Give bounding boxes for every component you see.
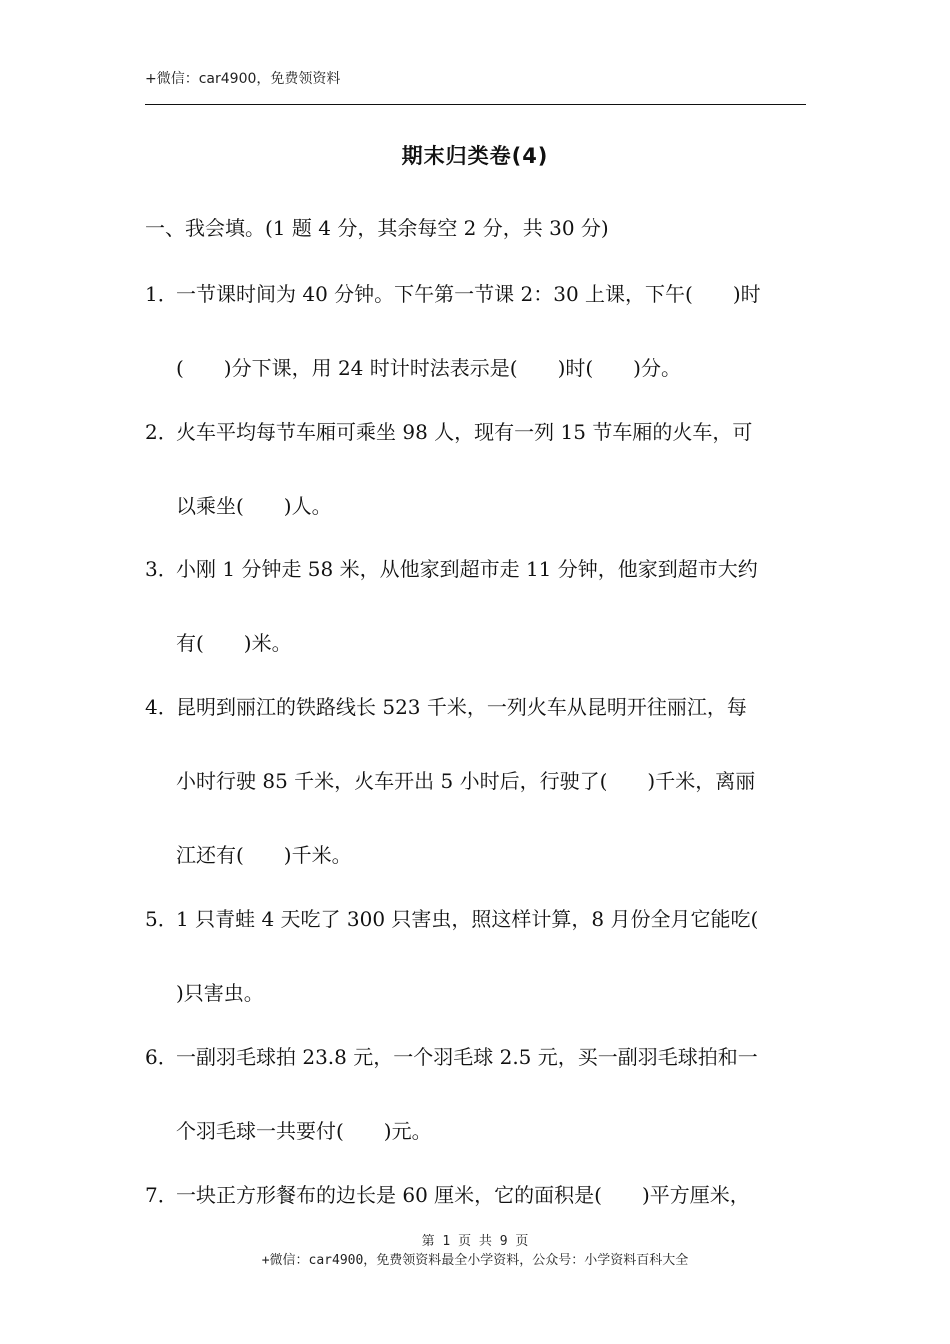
question-line: 一块正方形餐布的边长是 60 厘米，它的面积是( )平方厘米， — [176, 1183, 750, 1207]
question-line: 以乘坐( )人。 — [176, 494, 332, 518]
header-text: +微信：car4900，免费领资料 — [145, 71, 341, 87]
question-line: 火车平均每节车厢可乘坐 98 人，现有一列 15 节车厢的火车，可 — [176, 420, 753, 444]
question-number: 6． — [145, 1045, 178, 1069]
question-line: 有( )米。 — [176, 631, 292, 655]
question-line: 个羽毛球一共要付( )元。 — [176, 1119, 432, 1143]
question-line: ( )分下课，用 24 时计时法表示是( )时( )分。 — [176, 356, 681, 380]
section-heading: 一、我会填。(1 题 4 分，其余每空 2 分，共 30 分) — [145, 216, 609, 240]
question-line: 一节课时间为 40 分钟。下午第一节课 2：30 上课，下午( )时 — [176, 282, 761, 306]
question-line: 昆明到丽江的铁路线长 523 千米，一列火车从昆明开往丽江，每 — [176, 695, 747, 719]
question-line: 一副羽毛球拍 23.8 元，一个羽毛球 2.5 元，买一副羽毛球拍和一 — [176, 1045, 758, 1069]
question-number: 2． — [145, 420, 178, 444]
question-line: 小时行驶 85 千米，火车开出 5 小时后，行驶了( )千米，离丽 — [176, 769, 756, 793]
header-divider — [145, 104, 806, 105]
question-number: 7． — [145, 1183, 178, 1207]
question-number: 3． — [145, 557, 178, 581]
question-line: 江还有( )千米。 — [176, 843, 352, 867]
page-title: 期末归类卷(4) — [401, 144, 549, 168]
question-number: 1． — [145, 282, 178, 306]
question-line: 小刚 1 分钟走 58 米，从他家到超市走 11 分钟，他家到超市大约 — [176, 557, 758, 581]
footer-text: +微信：car4900，免费领资料最全小学资料，公众号：小学资料百科大全 — [261, 1253, 689, 1268]
question-line: )只害虫。 — [176, 981, 264, 1005]
question-line: 1 只青蛙 4 天吃了 300 只害虫，照这样计算，8 月份全月它能吃( — [176, 907, 759, 931]
question-number: 4． — [145, 695, 178, 719]
question-number: 5． — [145, 907, 178, 931]
page-number: 第 1 页 共 9 页 — [421, 1234, 529, 1249]
